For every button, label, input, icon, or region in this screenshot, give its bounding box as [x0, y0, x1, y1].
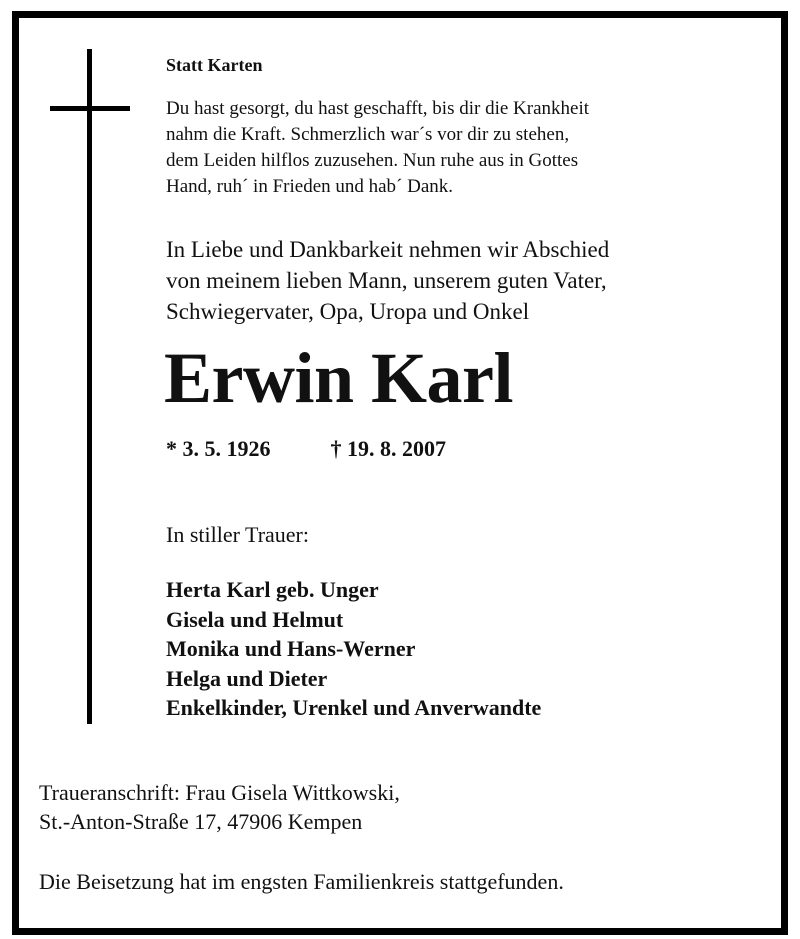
poem-line: Du hast gesorgt, du hast geschafft, bis dir die Krankheit [166, 98, 590, 119]
address-line: St.-Anton-Straße 17, 47906 Kempen [39, 809, 363, 834]
mourner-entry: Herta Karl geb. Unger [166, 577, 379, 602]
mourning-label: In stiller Trauer: [166, 522, 309, 547]
mourner-entry: Helga und Dieter [166, 665, 328, 691]
poem-line: dem Leiden hilflos zuzusehen. Nun ruhe aus in Gottes [166, 150, 579, 171]
intro-label: Statt Karten [166, 55, 263, 75]
mourner-entry: Monika und Hans-Werner [166, 636, 416, 661]
address-line: Traueranschrift: Frau Gisela Wittkowski, [39, 780, 400, 805]
mourners-list [166, 575, 541, 723]
poem-line: Hand, ruh´ in Frieden und hab´ Dank. [166, 176, 454, 197]
cross-vertical-bar [87, 49, 92, 724]
birth-date: * 3. 5. 1926 [166, 436, 271, 461]
cross-horizontal-bar [50, 106, 130, 111]
farewell-line: In Liebe und Dankbarkeit nehmen wir Abschied [166, 237, 610, 262]
burial-note: Die Beisetzung hat im engsten Familienkreis stattgefunden. [39, 869, 564, 894]
poem [166, 96, 746, 200]
farewell-text [166, 234, 609, 327]
mourning-address [39, 778, 400, 836]
deceased-name: Erwin Karl [164, 338, 513, 418]
life-dates [166, 434, 446, 464]
poem-line: nahm die Kraft. Schmerzlich war´s vor dir zu stehen, [166, 124, 570, 145]
farewell-line: von meinem lieben Mann, unserem guten Vater, [166, 268, 607, 293]
obituary-frame [12, 11, 788, 935]
death-date: † 19. 8. 2007 [330, 436, 446, 461]
mourner-entry: Enkelkinder, Urenkel und Anverwandte [166, 695, 542, 720]
farewell-line: Schwiegervater, Opa, Uropa und Onkel [166, 299, 530, 324]
mourner-entry: Gisela und Helmut [166, 606, 344, 632]
